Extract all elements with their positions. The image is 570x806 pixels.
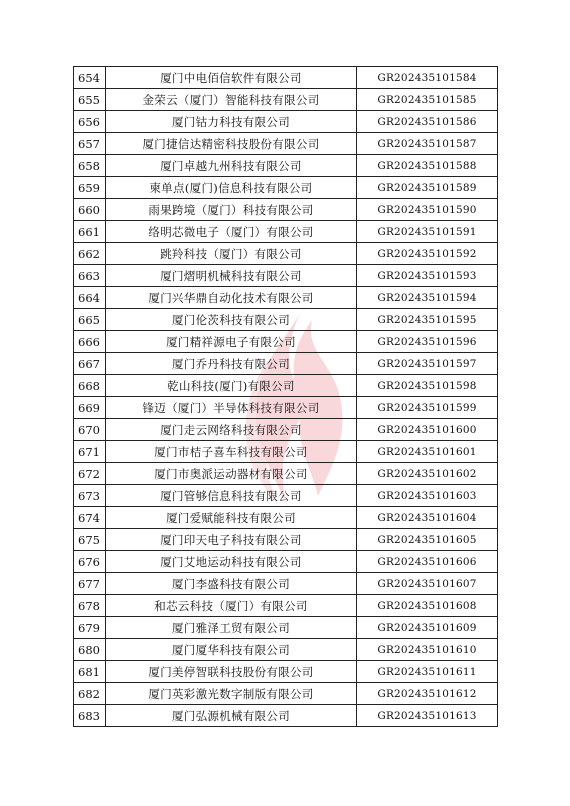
certificate-code: GR202435101604 [357,507,498,529]
company-name: 厦门艾地运动科技有限公司 [106,551,357,573]
table-row [74,551,498,573]
row-number: 663 [74,265,106,287]
certificate-code: GR202435101602 [357,463,498,485]
certificate-code: GR202435101613 [357,705,498,727]
company-name: 和芯云科技（厦门）有限公司 [106,595,357,617]
certificate-code: GR202435101588 [357,155,498,177]
certificate-code: GR202435101601 [357,441,498,463]
company-name: 厦门印天电子科技有限公司 [106,529,357,551]
company-name: 厦门英彩激光数字制版有限公司 [106,683,357,705]
table-row [74,463,498,485]
certificate-code: GR202435101603 [357,485,498,507]
row-number: 659 [74,177,106,199]
table-row [74,419,498,441]
row-number: 661 [74,221,106,243]
table-row [74,397,498,419]
table-row [74,661,498,683]
row-number: 658 [74,155,106,177]
company-name: 厦门捷信达精密科技股份有限公司 [106,133,357,155]
row-number: 668 [74,375,106,397]
certificate-code: GR202435101584 [357,67,498,89]
row-number: 654 [74,67,106,89]
table-row [74,199,498,221]
table-row [74,89,498,111]
certificate-code: GR202435101590 [357,199,498,221]
certificate-code: GR202435101607 [357,573,498,595]
company-name: 厦门管够信息科技有限公司 [106,485,357,507]
row-number: 683 [74,705,106,727]
table-row [74,243,498,265]
row-number: 670 [74,419,106,441]
company-name: 雨果跨境（厦门）科技有限公司 [106,199,357,221]
row-number: 667 [74,353,106,375]
company-name: 柬单点(厦门)信息科技有限公司 [106,177,357,199]
certificate-code: GR202435101606 [357,551,498,573]
certificate-code: GR202435101589 [357,177,498,199]
certificate-code: GR202435101597 [357,353,498,375]
row-number: 679 [74,617,106,639]
company-registry-table [73,66,498,727]
row-number: 664 [74,287,106,309]
row-number: 671 [74,441,106,463]
certificate-code: GR202435101591 [357,221,498,243]
company-name: 厦门伦茨科技有限公司 [106,309,357,331]
company-name: 厦门厦华科技有限公司 [106,639,357,661]
table-row [74,155,498,177]
row-number: 677 [74,573,106,595]
company-name: 厦门李盛科技有限公司 [106,573,357,595]
table-row [74,507,498,529]
row-number: 681 [74,661,106,683]
row-number: 676 [74,551,106,573]
row-number: 655 [74,89,106,111]
table-row [74,441,498,463]
company-name: 厦门乔丹科技有限公司 [106,353,357,375]
certificate-code: GR202435101612 [357,683,498,705]
table-row [74,353,498,375]
table-row [74,265,498,287]
certificate-code: GR202435101600 [357,419,498,441]
row-number: 680 [74,639,106,661]
table-row [74,617,498,639]
certificate-code: GR202435101610 [357,639,498,661]
company-name: 厦门钴力科技有限公司 [106,111,357,133]
row-number: 660 [74,199,106,221]
row-number: 666 [74,331,106,353]
company-name: 厦门雅泽工贸有限公司 [106,617,357,639]
certificate-code: GR202435101609 [357,617,498,639]
row-number: 657 [74,133,106,155]
table-row [74,573,498,595]
table-row [74,177,498,199]
table-row [74,133,498,155]
row-number: 674 [74,507,106,529]
table-row [74,309,498,331]
company-name: 厦门走云网络科技有限公司 [106,419,357,441]
company-name: 厦门弘源机械有限公司 [106,705,357,727]
company-name: 跳羚科技（厦门）有限公司 [106,243,357,265]
company-name: 厦门熠明机械科技有限公司 [106,265,357,287]
company-name: 厦门精祥源电子有限公司 [106,331,357,353]
table-row [74,111,498,133]
certificate-code: GR202435101595 [357,309,498,331]
table-row [74,595,498,617]
table-row [74,287,498,309]
certificate-code: GR202435101608 [357,595,498,617]
company-name: 厦门市奥派运动器材有限公司 [106,463,357,485]
table-row [74,705,498,727]
row-number: 675 [74,529,106,551]
company-name: 金荣云（厦门）智能科技有限公司 [106,89,357,111]
table-row [74,331,498,353]
table-row [74,375,498,397]
certificate-code: GR202435101594 [357,287,498,309]
table-row [74,67,498,89]
certificate-code: GR202435101593 [357,265,498,287]
table-row [74,683,498,705]
certificate-code: GR202435101585 [357,89,498,111]
table-row [74,485,498,507]
certificate-code: GR202435101611 [357,661,498,683]
certificate-code: GR202435101599 [357,397,498,419]
company-name: 厦门市桔子喜车科技有限公司 [106,441,357,463]
certificate-code: GR202435101605 [357,529,498,551]
row-number: 678 [74,595,106,617]
table-row [74,529,498,551]
row-number: 682 [74,683,106,705]
row-number: 672 [74,463,106,485]
row-number: 665 [74,309,106,331]
certificate-code: GR202435101586 [357,111,498,133]
company-name: 厦门美停智联科技股份有限公司 [106,661,357,683]
company-name: 锋迈（厦门）半导体科技有限公司 [106,397,357,419]
certificate-code: GR202435101598 [357,375,498,397]
certificate-code: GR202435101596 [357,331,498,353]
row-number: 673 [74,485,106,507]
row-number: 669 [74,397,106,419]
company-name: 厦门兴华鼎自动化技术有限公司 [106,287,357,309]
table-row [74,639,498,661]
table-row [74,221,498,243]
company-name: 厦门卓越九州科技有限公司 [106,155,357,177]
company-name: 乾山科技(厦门)有限公司 [106,375,357,397]
row-number: 662 [74,243,106,265]
company-name: 络明芯微电子（厦门）有限公司 [106,221,357,243]
company-name: 厦门爱赋能科技有限公司 [106,507,357,529]
certificate-code: GR202435101592 [357,243,498,265]
certificate-code: GR202435101587 [357,133,498,155]
company-name: 厦门中电佰信软件有限公司 [106,67,357,89]
row-number: 656 [74,111,106,133]
